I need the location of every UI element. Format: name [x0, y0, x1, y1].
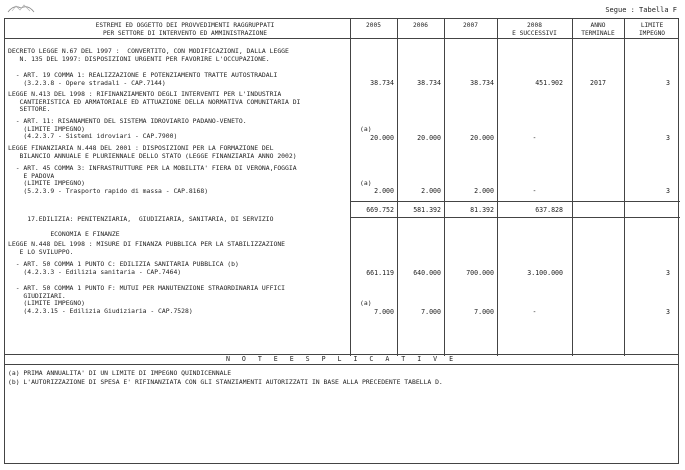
note-a: (a) PRIMA ANNUALITA' DI UN LIMITE DI IMPEGNO QUINDICENNALE — [8, 369, 232, 377]
row-decreto-67-1997: DECRETO LEGGE N.67 DEL 1997 : CONVERTITO, CON MODIFICAZIONI, DALLA LEGGE N. 135 DEL 1997: DISPOSIZIONI URGENTI PER FAVORIRE L'OCCUPAZIONE. — [8, 47, 289, 63]
cell-2006: 2.000 — [421, 187, 441, 195]
cell-2008: 451.902 — [535, 79, 563, 87]
row-legge-413-1998: LEGGE N.413 DEL 1998 : RIFINANZIAMENTO DEGLI INTERVENTI PER L'INDUSTRIA CANTIERISTICA ED ARMATORIALE ED ATTUAZIONE DELLA NORMATIVA COMUNITARIA DI SETTORE. — [8, 90, 301, 114]
cell-2008: 3.100.000 — [527, 269, 563, 277]
row-art11: - ART. 11: RISANAMENTO DEL SISTEMA IDROVIARIO PADANO-VENETO. (LIMITE IMPEGNO) (4.2.3.7 - Sistemi idroviari - CAP.7900) — [15, 117, 247, 141]
total-2008: 637.828 — [535, 206, 563, 214]
cell-limite: 3 — [666, 308, 670, 316]
row-art50-c: - ART. 50 COMMA 1 PUNTO C: EDILIZIA SANITARIA PUBBLICA (b) (4.2.3.3 - Edilizia sanitaria - CAP.7464) — [15, 260, 239, 276]
table-reference: Segue : Tabella F — [605, 6, 677, 14]
row-legge-448-1998: LEGGE N.448 DEL 1998 : MISURE DI FINANZA PUBBLICA PER LA STABILIZZAZIONE E LO SVILUPPO. — [8, 240, 286, 256]
cell-2006: 7.000 — [421, 308, 441, 316]
financial-table — [4, 18, 679, 464]
cell-2005: 20.000 — [370, 134, 394, 142]
header-2007: 2007 — [463, 22, 478, 29]
total-2006: 581.392 — [413, 206, 441, 214]
notes-title: N O T E E S P L I C A T I V E — [225, 355, 458, 363]
cell-2006: 38.734 — [417, 79, 441, 87]
total-2007: 81.392 — [470, 206, 494, 214]
cell-2005: 7.000 — [374, 308, 394, 316]
section-17-edilizia: 17.EDILIZIA: PENITENZIARIA, GIUDIZIARIA, SANITARIA, DI SERVIZIO ECONOMIA E FINANZE — [27, 215, 274, 239]
cell-2007: 700.000 — [466, 269, 494, 277]
cell-2007: 7.000 — [474, 308, 494, 316]
cell-2006: 640.000 — [413, 269, 441, 277]
cell-limite: 3 — [666, 269, 670, 277]
cell-limite: 3 — [666, 134, 670, 142]
cell-limite: 3 — [666, 79, 670, 87]
note-mark-a: (a) — [360, 179, 372, 187]
emblem-logo — [6, 2, 36, 14]
header-estremi: ESTREMI ED OGGETTO DEI PROVVEDIMENTI RAGGRUPPATI PER SETTORE DI INTERVENTO ED AMMINISTRAZIONE — [95, 22, 275, 37]
cell-anno: 2017 — [590, 79, 606, 87]
cell-limite: 3 — [666, 187, 670, 195]
cell-2005: 38.734 — [370, 79, 394, 87]
header-2005: 2005 — [366, 22, 381, 29]
cell-2008: - — [532, 187, 537, 195]
cell-2005: 661.119 — [366, 269, 394, 277]
header-limite-impegno: LIMITE IMPEGNO — [638, 22, 666, 37]
cell-2007: 38.734 — [470, 79, 494, 87]
row-art45: - ART. 45 COMMA 3: INFRASTRUTTURE PER LA MOBILITA' FIERA DI VERONA,FOGGIA E PADOVA (LIMITE IMPEGNO) (5.2.3.9 - Trasporto rapido di massa - CAP.8168) — [15, 164, 297, 195]
note-b: (b) L'AUTORIZZAZIONE DI SPESA E' RIFINANZIATA CON GLI STANZIAMENTI AUTORIZZATI IN BASE ALLA PRECEDENTE TABELLA D. — [8, 378, 443, 386]
row-legge-448-2001: LEGGE FINANZIARIA N.448 DEL 2001 : DISPOSIZIONI PER LA FORMAZIONE DEL BILANCIO ANNUALE E PLURIENNALE DELLO STATO (LEGGE FINANZIARIA ANNO 2002) — [8, 144, 297, 160]
note-mark-a: (a) — [360, 125, 372, 133]
cell-2007: 2.000 — [474, 187, 494, 195]
header-2008: 2008 E SUCCESSIVI — [512, 22, 557, 37]
header-anno-terminale: ANNO TERMINALE — [581, 22, 615, 37]
cell-2008: - — [532, 308, 537, 316]
header-2006: 2006 — [413, 22, 428, 29]
cell-2006: 20.000 — [417, 134, 441, 142]
row-art19: - ART. 19 COMMA 1: REALIZZAZIONE E POTENZIAMENTO TRATTE AUTOSTRADALI (3.2.3.8 - Opere stradali - CAP.7144) — [15, 71, 278, 87]
note-mark-a: (a) — [360, 299, 372, 307]
cell-2007: 20.000 — [470, 134, 494, 142]
row-art50-f: - ART. 50 COMMA 1 PUNTO F: MUTUI PER MANUTENZIONE STRAORDINARIA UFFICI GIUDIZIARI. (LIMITE IMPEGNO) (4.2.3.15 - Edilizia Giudiziaria - CAP.7528) — [15, 284, 286, 315]
cell-2008: - — [532, 134, 537, 142]
total-2005: 669.752 — [366, 206, 394, 214]
cell-2005: 2.000 — [374, 187, 394, 195]
